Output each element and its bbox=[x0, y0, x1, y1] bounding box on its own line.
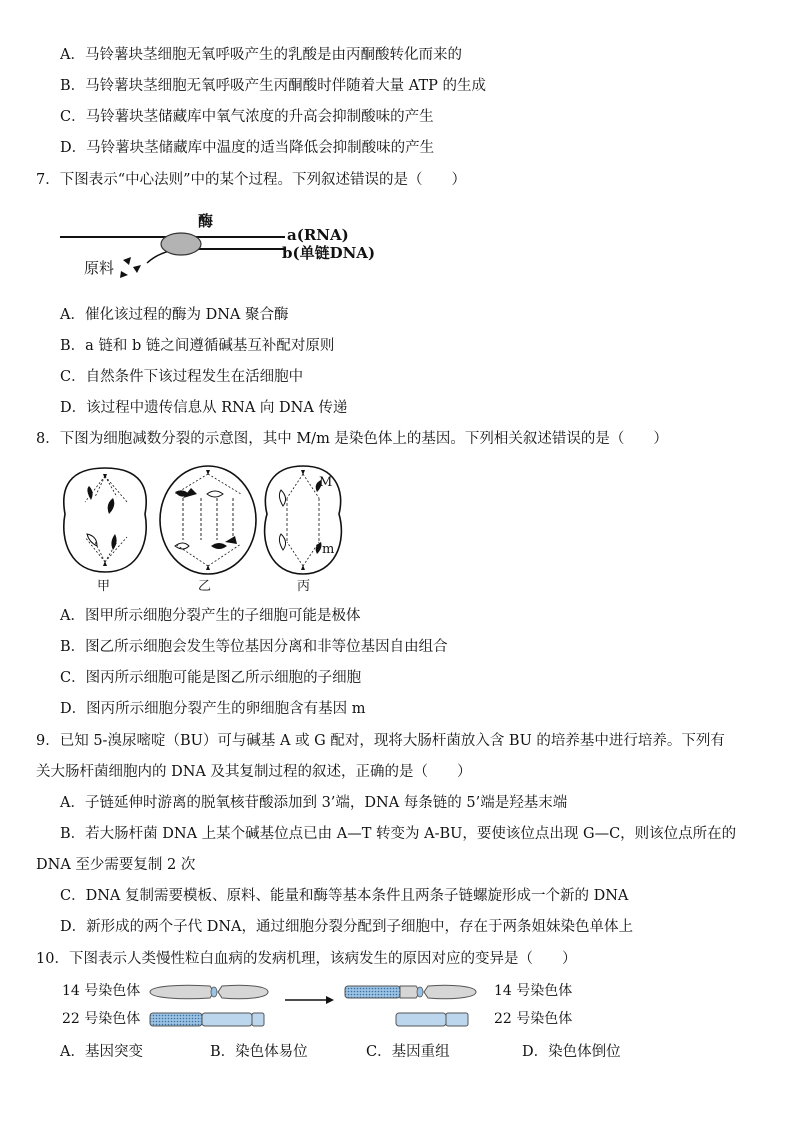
right-chr22 bbox=[396, 1013, 468, 1026]
q9-stem-line2: 关大肠杆菌细胞内的 DNA 及其复制过程的叙述，正确的是（ ） bbox=[36, 764, 472, 780]
q10-translocation-figure bbox=[140, 978, 490, 1030]
q9-option-b-line2: DNA 至少需要复制 2 次 bbox=[36, 857, 196, 873]
gene-M-label: M bbox=[319, 475, 333, 490]
left-chr14-label: 14 号染色体 bbox=[62, 983, 141, 999]
enzyme-label: 酶 bbox=[198, 212, 214, 230]
left-chr22-label: 22 号染色体 bbox=[62, 1011, 141, 1027]
q6-option-c: C．马铃薯块茎储藏库中氧气浓度的升高会抑制酸味的产生 bbox=[60, 109, 434, 125]
strand-a-label: a(RNA) bbox=[287, 226, 349, 244]
gene-m-label: m bbox=[322, 542, 335, 557]
q10-option-c: C．基因重组 bbox=[366, 1044, 450, 1060]
q9-option-d: D．新形成的两个子代 DNA，通过细胞分裂分配到子细胞中，存在于两条姐妹染色单体上 bbox=[60, 919, 634, 935]
q6-option-a: A．马铃薯块茎细胞无氧呼吸产生的乳酸是由丙酮酸转化而来的 bbox=[60, 47, 462, 63]
left-chr22 bbox=[150, 1013, 264, 1026]
q7-option-a: A．催化该过程的酶为 DNA 聚合酶 bbox=[60, 307, 289, 323]
q6-option-d: D．马铃薯块茎储藏库中温度的适当降低会抑制酸味的产生 bbox=[60, 140, 435, 156]
q7-option-b: B．a 链和 b 链之间遵循碱基互补配对原则 bbox=[60, 338, 335, 354]
right-chr14 bbox=[345, 985, 476, 999]
q8-option-b: B．图乙所示细胞会发生等位基因分离和非等位基因自由组合 bbox=[60, 639, 448, 655]
arrow-icon bbox=[285, 996, 334, 1004]
q8-option-a: A．图甲所示细胞分裂产生的子细胞可能是极体 bbox=[60, 608, 361, 624]
q9-option-b-line1: B．若大肠杆菌 DNA 上某个碱基位点已由 A—T 转变为 A-BU，要使该位点出现 G—C，则该位点所在的 bbox=[60, 826, 737, 842]
q7-stem: 7．下图表示“中心法则”中的某个过程。下列叙述错误的是（ ） bbox=[36, 172, 467, 188]
enzyme-ellipse bbox=[161, 233, 201, 255]
q10-option-d: D．染色体倒位 bbox=[522, 1044, 621, 1060]
cell-jia-label: 甲 bbox=[97, 579, 111, 594]
q10-stem: 10．下图表示人类慢性粒白血病的发病机理，该病发生的原因对应的变异是（ ） bbox=[36, 951, 577, 967]
left-chr14 bbox=[150, 985, 268, 999]
right-chr14-label: 14 号染色体 bbox=[494, 983, 573, 999]
cell-yi bbox=[160, 466, 256, 574]
raw-material-label: 原料 bbox=[84, 259, 115, 277]
cell-yi-label: 乙 bbox=[198, 579, 212, 594]
q10-option-b: B．染色体易位 bbox=[210, 1044, 308, 1060]
q8-option-c: C．图丙所示细胞可能是图乙所示细胞的子细胞 bbox=[60, 670, 362, 686]
q10-option-a: A．基因突变 bbox=[60, 1044, 143, 1060]
q9-stem-line1: 9．已知 5-溴尿嘧啶（BU）可与碱基 A 或 G 配对，现将大肠杆菌放入含 BU 的培养基中进行培养。下列有 bbox=[36, 733, 725, 749]
q7-option-c: C．自然条件下该过程发生在活细胞中 bbox=[60, 369, 304, 385]
q9-option-a: A．子链延伸时游离的脱氧核苷酸添加到 3’端，DNA 每条链的 5’端是羟基末端 bbox=[60, 795, 568, 811]
strand-b-label: b(单链DNA) bbox=[282, 244, 376, 262]
cell-jia bbox=[64, 468, 146, 572]
raw-material-icon bbox=[120, 257, 141, 278]
q9-option-c: C．DNA 复制需要模板、原料、能量和酶等基本条件且两条子链螺旋形成一个新的 DNA bbox=[60, 888, 629, 904]
q6-option-b: B．马铃薯块茎细胞无氧呼吸产生丙酮酸时伴随着大量 ATP 的生成 bbox=[60, 78, 486, 94]
q8-stem: 8．下图为细胞减数分裂的示意图，其中 M/m 是染色体上的基因。下列相关叙述错误的是（ ） bbox=[36, 431, 668, 447]
q8-option-d: D．图丙所示细胞分裂产生的卵细胞含有基因 m bbox=[60, 701, 366, 717]
right-chr22-label: 22 号染色体 bbox=[494, 1011, 573, 1027]
cell-bing-label: 丙 bbox=[297, 579, 311, 594]
q7-option-d: D．该过程中遗传信息从 RNA 向 DNA 传递 bbox=[60, 400, 348, 416]
